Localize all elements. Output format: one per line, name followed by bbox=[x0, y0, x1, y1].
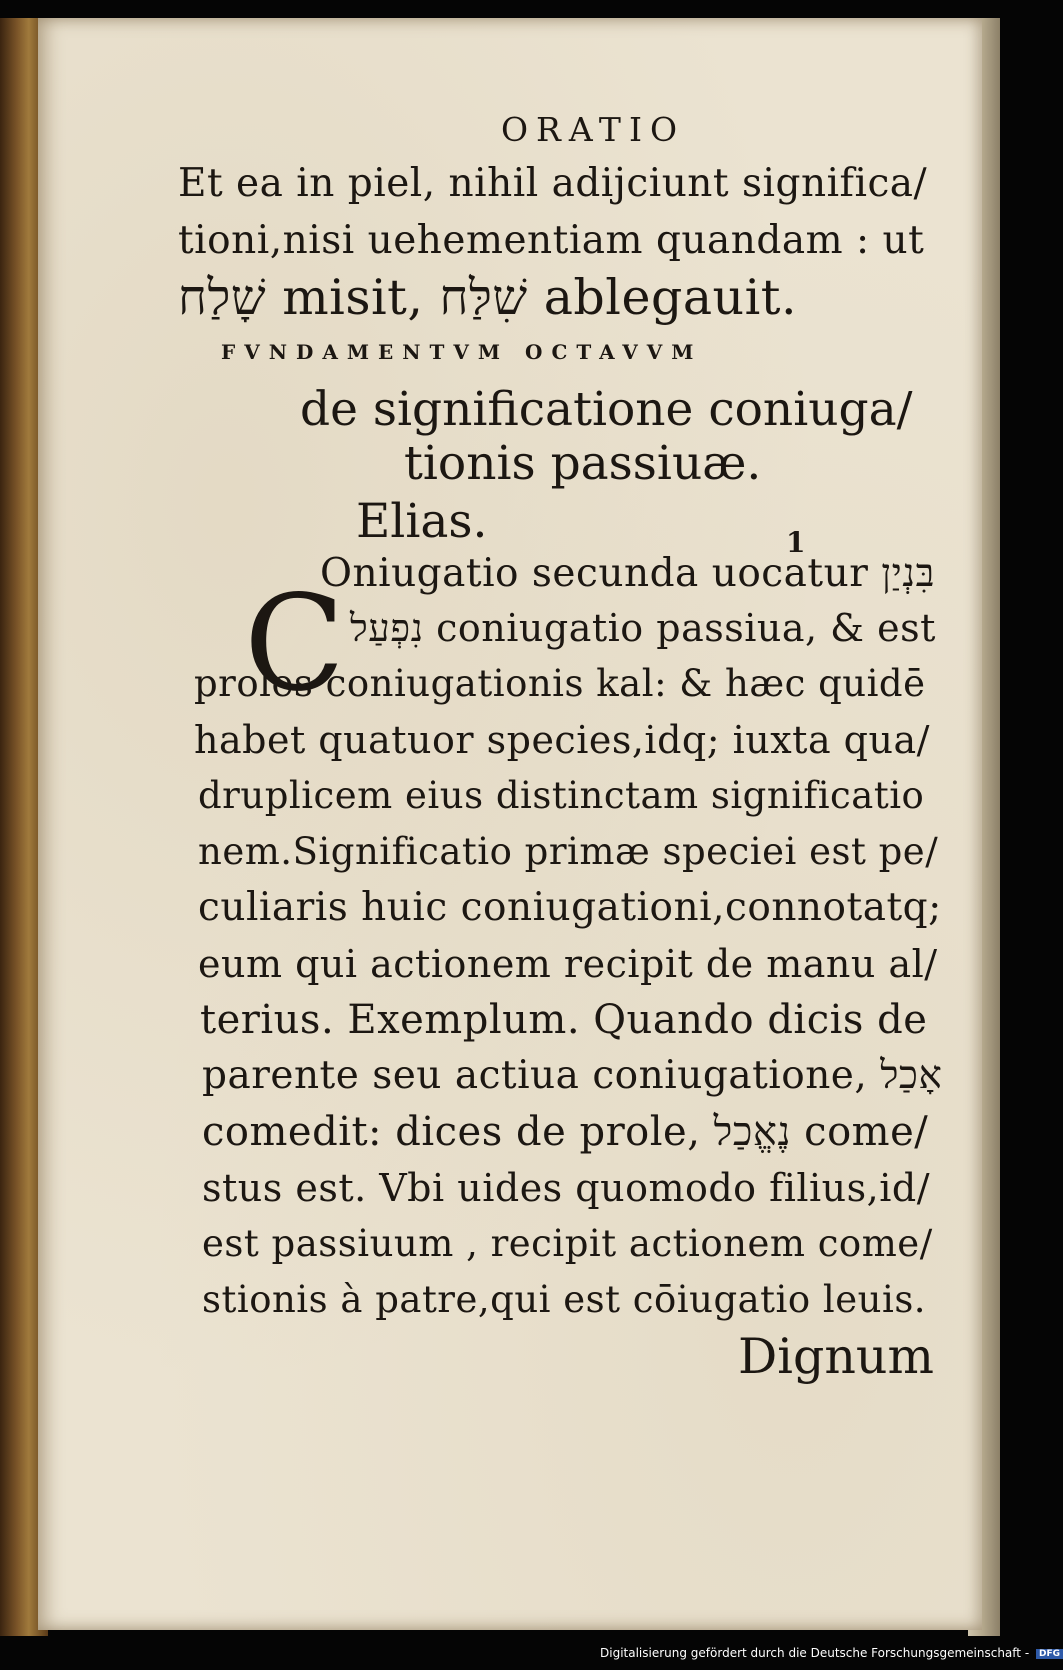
subheading-line-1: de significatione coniuga/ bbox=[300, 382, 913, 437]
subheading-line-2: tionis passiuæ. bbox=[404, 436, 762, 491]
book-page bbox=[38, 18, 982, 1630]
digitization-credit bbox=[600, 1646, 1063, 1660]
catchword: Dignum bbox=[738, 1328, 934, 1385]
drop-cap: C bbox=[244, 567, 345, 721]
body-line-6: nem.Significatio primæ speciei est pe/ bbox=[198, 830, 939, 873]
body-line-2: נִפְעַל coniugatio passiua, & est bbox=[350, 606, 936, 650]
body-line-11: comedit: dices de prole, נֶאֱכַל come/ bbox=[202, 1109, 929, 1155]
body-line-13: est passiuum , recipit actionem come/ bbox=[202, 1222, 933, 1265]
intro-line-3: שָׁלַח misit, שִׁלַּח ablegauit. bbox=[178, 269, 798, 326]
author-name: Elias. bbox=[356, 494, 488, 549]
intro-line-1: Et ea in piel, nihil adijciunt significa/ bbox=[178, 161, 928, 206]
body-line-8: eum qui actionem recipit de manu al/ bbox=[198, 942, 938, 986]
footer-text: Digitalisierung gefördert durch die Deutsche Forschungsgemeinschaft - bbox=[600, 1646, 1030, 1660]
dfg-logo: DFG bbox=[1036, 1649, 1063, 1659]
body-line-14: stionis à patre,qui est cōiugatio leuis. bbox=[202, 1278, 927, 1321]
body-line-5: druplicem eius distinctam significatio bbox=[198, 774, 925, 817]
body-line-10: parente seu actiua coniugatione, אָכַל bbox=[202, 1053, 943, 1098]
intro-line-2: tioni,nisi uehementiam quandam : ut bbox=[178, 218, 925, 263]
side-number: 1 bbox=[786, 526, 806, 559]
body-line-9: terius. Exemplum. Quando dicis de bbox=[200, 997, 928, 1043]
running-head: ORATIO bbox=[501, 110, 686, 149]
section-heading: FVNDAMENTVM OCTAVVM bbox=[221, 340, 703, 364]
body-line-1: Oniugatio secunda uocatur בִּנְיַן bbox=[320, 551, 935, 596]
body-line-7: culiaris huic coniugationi,connotatq; bbox=[198, 885, 942, 930]
body-line-3: proles coniugationis kal: & hæc quidē bbox=[194, 662, 926, 705]
body-line-12: stus est. Vbi uides quomodo filius,id/ bbox=[202, 1166, 930, 1210]
body-line-4: habet quatuor species,idq; iuxta qua/ bbox=[194, 718, 930, 762]
